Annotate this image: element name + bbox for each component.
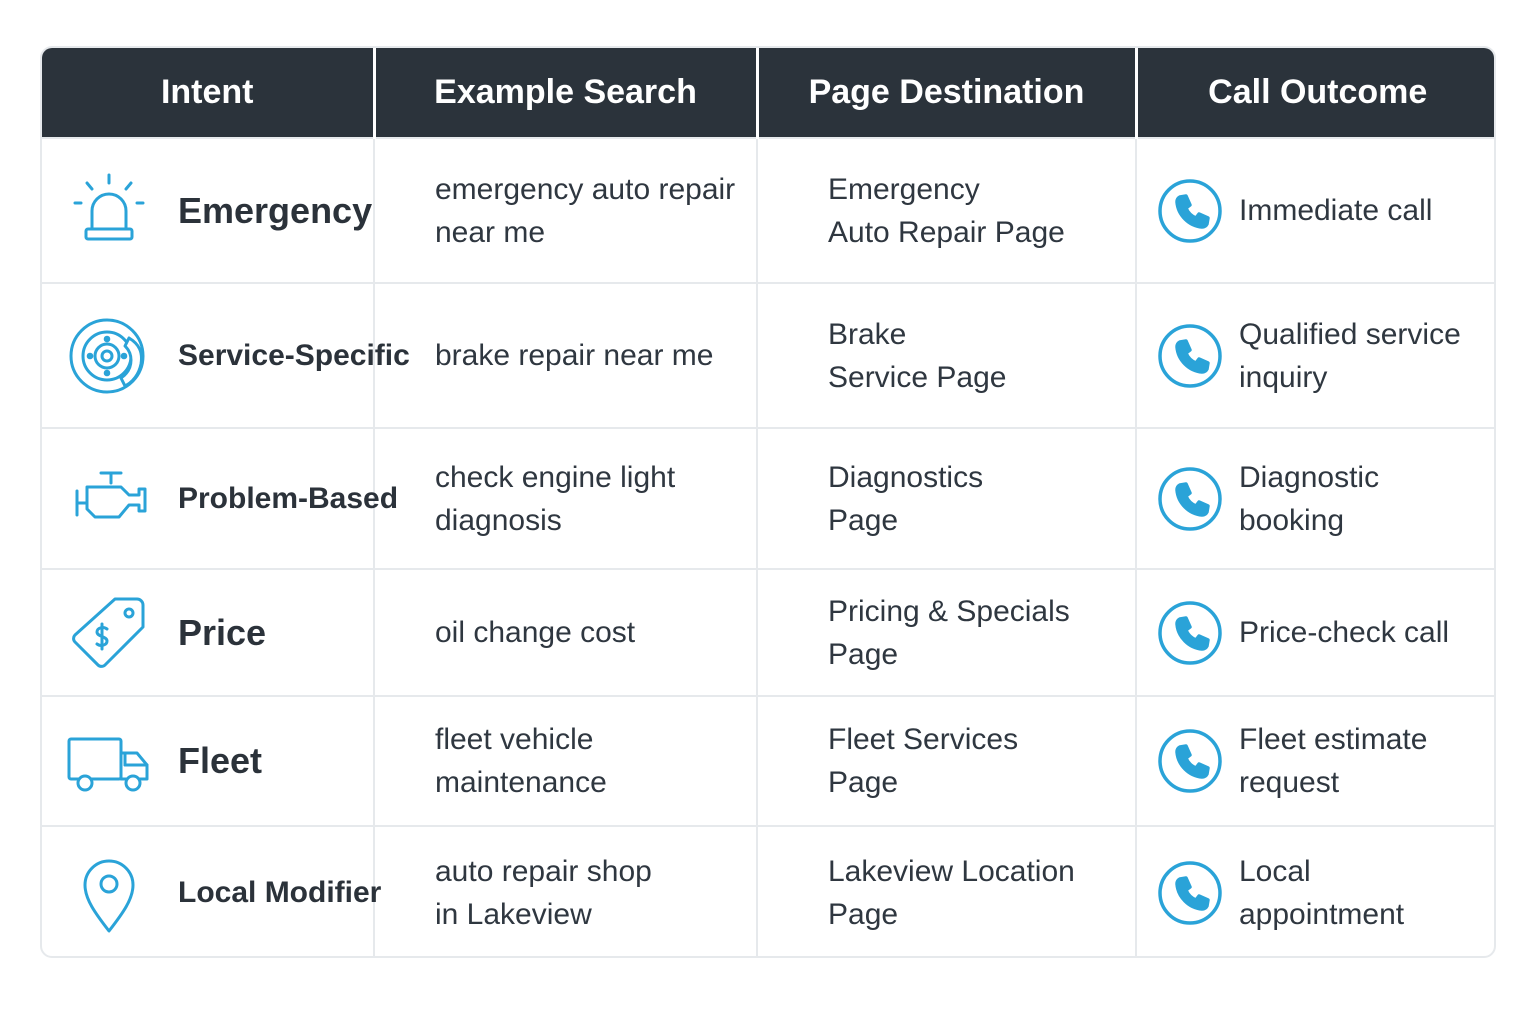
call-outcome-cell — [1136, 826, 1496, 958]
example-search-cell — [374, 428, 757, 569]
page-destination-cell — [757, 826, 1136, 958]
page-destination-cell — [757, 696, 1136, 826]
destination-line: Emergency — [828, 172, 980, 206]
call-outcome-cell — [1136, 283, 1496, 428]
table-row — [42, 696, 1496, 826]
destination-line: Brake — [828, 317, 907, 351]
page-destination-cell — [757, 428, 1136, 569]
table-row — [42, 569, 1496, 696]
destination-line: Page — [828, 766, 899, 799]
page-destination-cell — [757, 569, 1136, 696]
outcome-line: booking — [1239, 503, 1345, 537]
outcome-text — [1239, 850, 1404, 936]
outcome-line: Price-check call — [1239, 616, 1450, 649]
example-search-cell — [374, 696, 757, 826]
phone-icon — [1157, 860, 1223, 926]
destination-line: Service Page — [828, 360, 1007, 394]
call-outcome-cell — [1136, 428, 1496, 569]
outcome-line: Fleet estimate — [1239, 723, 1428, 756]
header-intent: Intent — [42, 48, 374, 138]
call-outcome-cell — [1136, 138, 1496, 283]
outcome-line: Local — [1239, 854, 1311, 888]
destination-line: Pricing & Specials — [828, 594, 1070, 628]
phone-icon — [1157, 600, 1223, 666]
table — [42, 48, 1496, 958]
header-call-outcome: Call Outcome — [1136, 48, 1496, 138]
search-line: near me — [435, 215, 546, 249]
intent-label: Local Modifier — [178, 875, 382, 909]
outcome-line: appointment — [1239, 897, 1405, 931]
destination-line: Diagnostics — [828, 460, 984, 494]
intent-label: Fleet — [178, 740, 263, 781]
table-header — [42, 48, 1496, 138]
outcome-text — [1239, 611, 1449, 654]
intent-mapping-table — [40, 46, 1496, 958]
destination-line: Page — [828, 637, 899, 671]
intent-cell — [42, 826, 382, 958]
price-tag-icon — [64, 588, 154, 678]
intent-label: Service-Specific — [178, 338, 410, 372]
table-row — [42, 428, 1496, 569]
search-line: diagnosis — [435, 503, 562, 537]
table-row — [42, 826, 1496, 958]
phone-icon — [1157, 728, 1223, 794]
search-line: emergency auto repair — [435, 172, 736, 206]
outcome-line: inquiry — [1239, 360, 1328, 394]
header-example-search: Example Search — [374, 48, 757, 138]
location-pin-icon — [64, 848, 154, 938]
outcome-text — [1239, 189, 1432, 232]
search-line: brake repair near me — [435, 339, 714, 372]
outcome-line: Qualified service — [1239, 317, 1461, 351]
table-row — [42, 138, 1496, 283]
destination-line: Page — [828, 897, 899, 931]
phone-icon — [1157, 178, 1223, 244]
search-line: oil change cost — [435, 616, 636, 649]
outcome-text — [1239, 313, 1461, 399]
destination-line: Auto Repair Page — [828, 215, 1065, 249]
call-outcome-cell — [1136, 569, 1496, 696]
brake-disc-icon — [64, 311, 154, 401]
page-destination-cell — [757, 138, 1136, 283]
intent-cell — [42, 283, 410, 428]
intent-cell — [42, 428, 399, 569]
truck-icon — [64, 716, 154, 806]
intent-label: Price — [178, 611, 267, 653]
example-search-cell — [374, 138, 757, 283]
search-line: maintenance — [435, 766, 607, 799]
example-search-cell — [374, 283, 757, 428]
search-line: auto repair shop — [435, 854, 652, 888]
header-row — [42, 48, 1496, 138]
phone-icon — [1157, 466, 1223, 532]
header-page-destination: Page Destination — [757, 48, 1136, 138]
phone-icon — [1157, 323, 1223, 389]
intent-cell — [42, 138, 374, 283]
search-line: in Lakeview — [435, 897, 592, 931]
outcome-text — [1239, 456, 1379, 542]
siren-icon — [64, 166, 154, 256]
table-body — [42, 138, 1496, 958]
intent-cell — [42, 569, 374, 696]
example-search-cell — [374, 826, 757, 958]
outcome-line: Diagnostic — [1239, 460, 1380, 494]
engine-icon — [64, 454, 154, 544]
destination-line: Fleet Services — [828, 723, 1019, 756]
call-outcome-cell — [1136, 696, 1496, 826]
outcome-text — [1239, 718, 1427, 804]
page-destination-cell — [757, 283, 1136, 428]
intent-label: Problem-Based — [178, 481, 399, 515]
example-search-cell — [374, 569, 757, 696]
search-line: check engine light — [435, 460, 676, 494]
intent-label: Emergency — [178, 189, 373, 231]
destination-line: Lakeview Location — [828, 854, 1075, 888]
outcome-line: request — [1239, 766, 1340, 799]
outcome-line: Immediate call — [1239, 194, 1433, 227]
table-row — [42, 283, 1496, 428]
search-line: fleet vehicle — [435, 723, 594, 756]
intent-cell — [42, 696, 374, 826]
destination-line: Page — [828, 503, 899, 537]
